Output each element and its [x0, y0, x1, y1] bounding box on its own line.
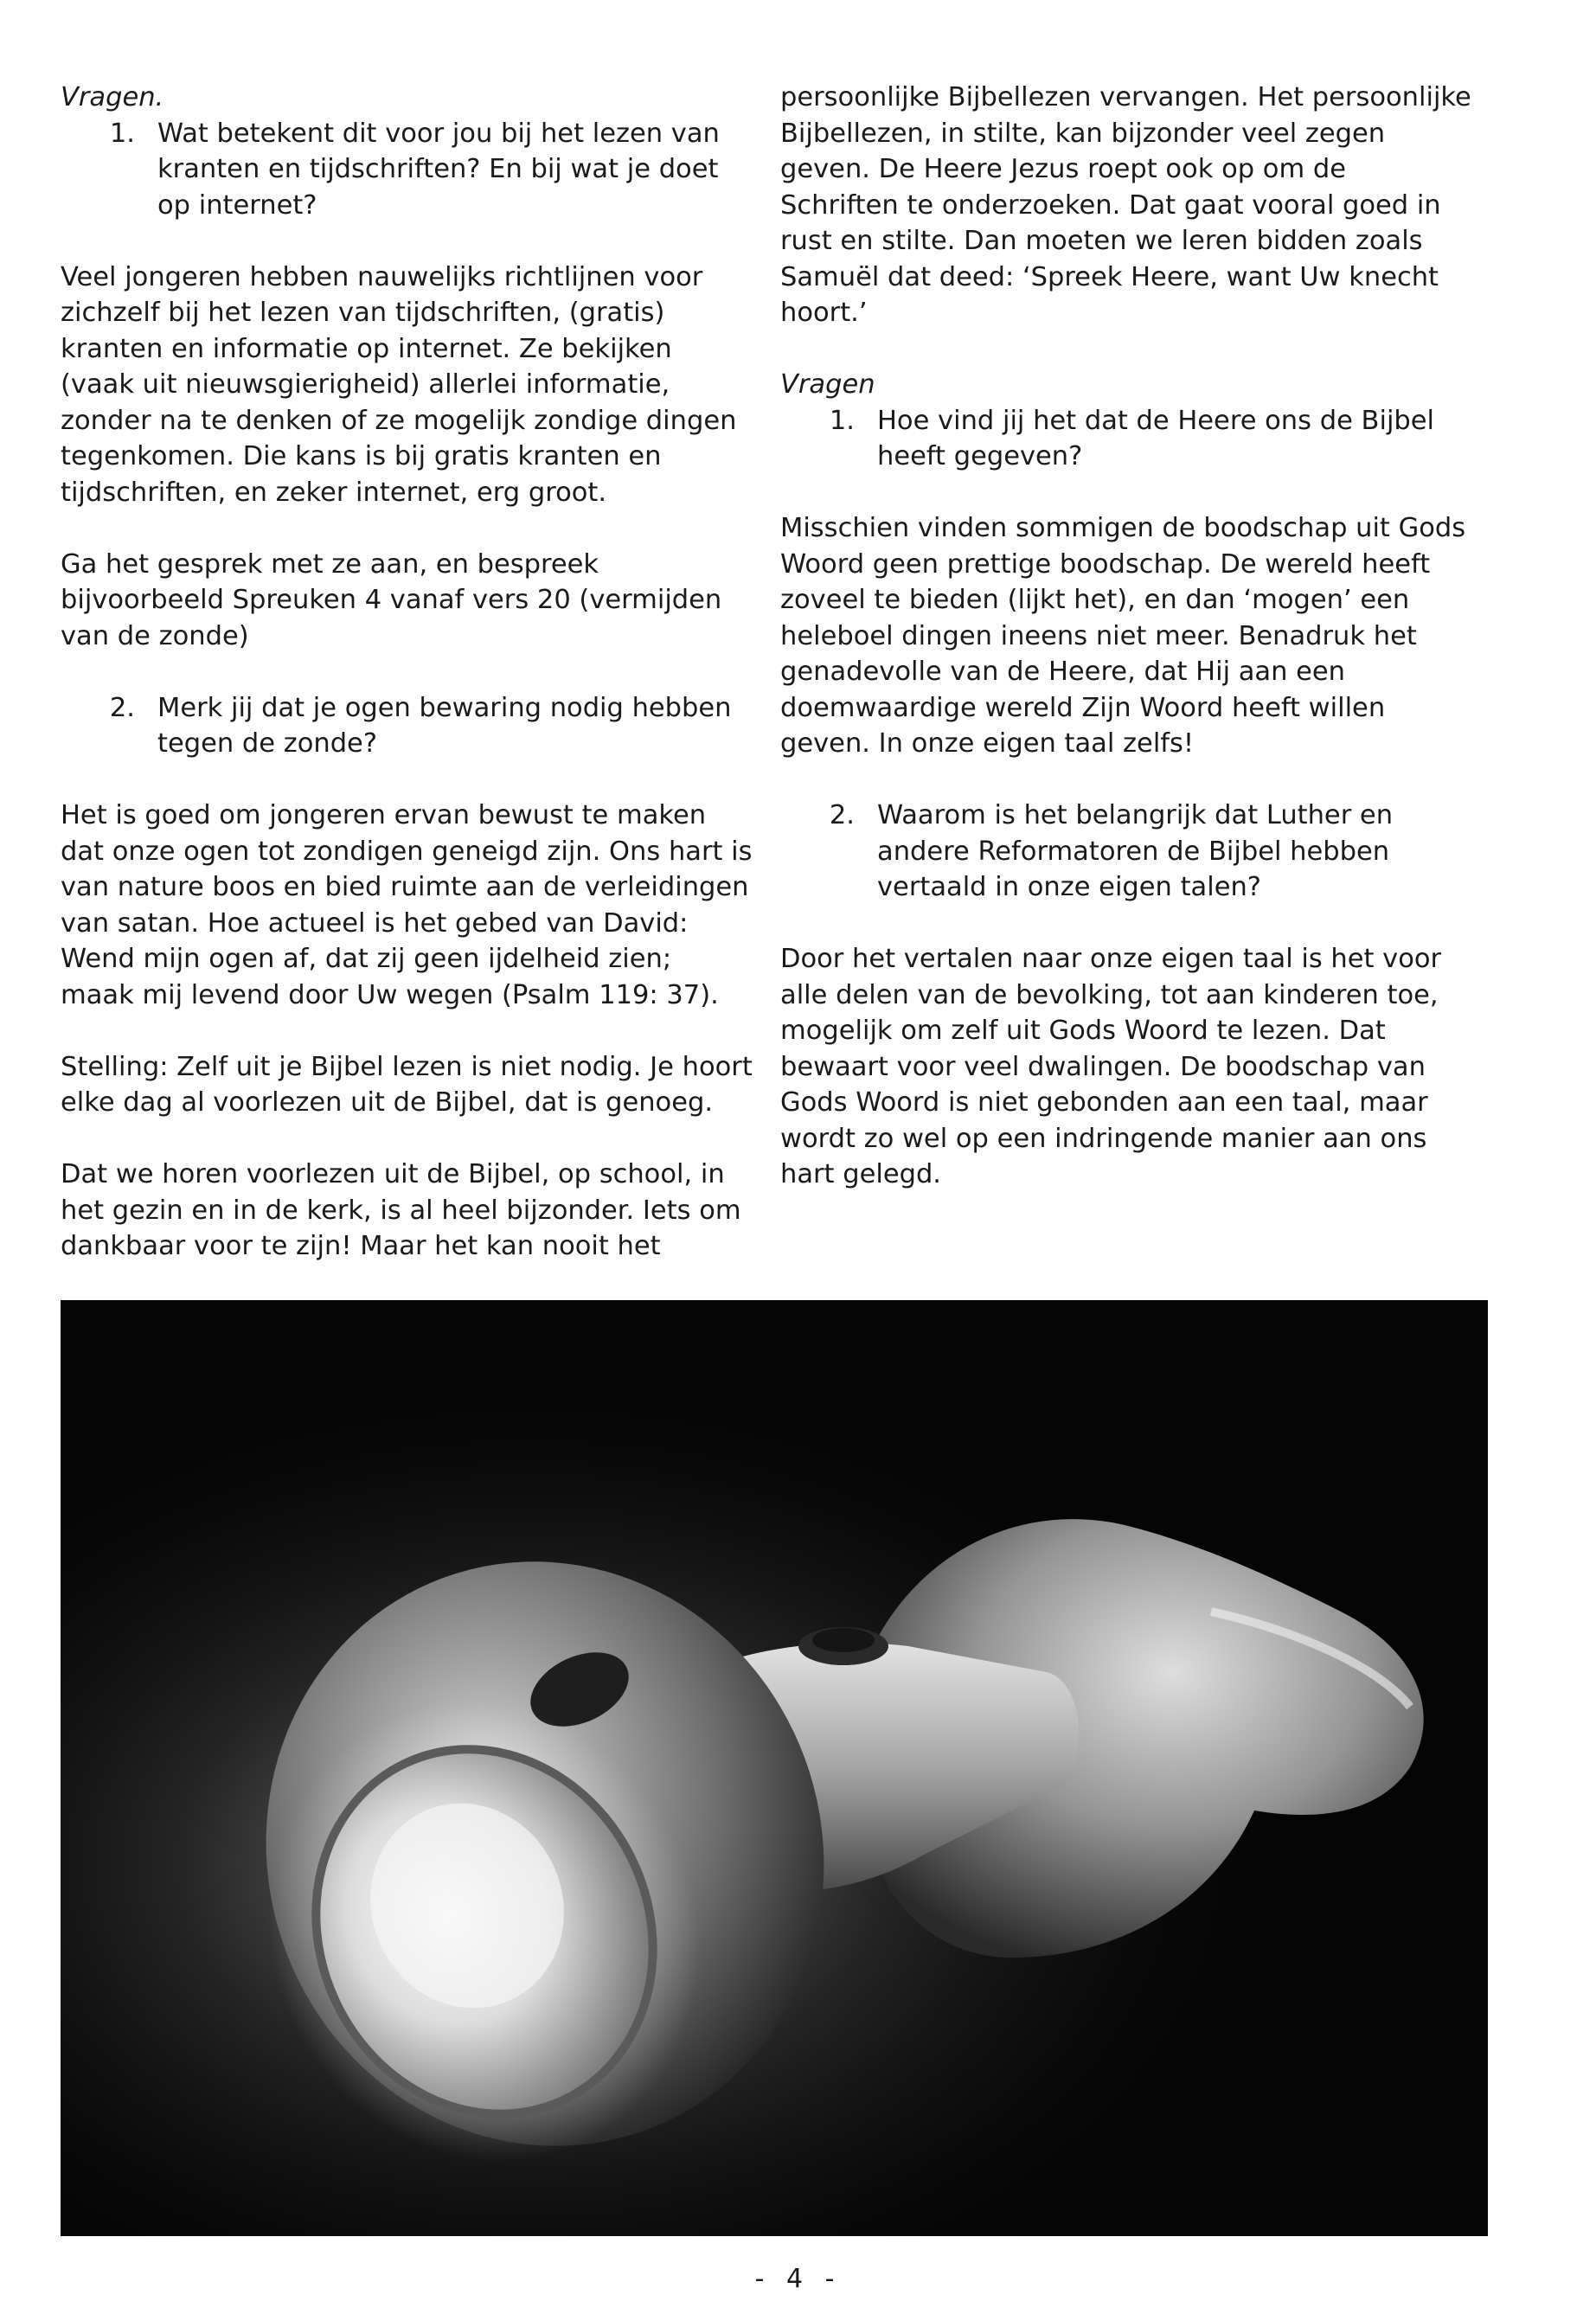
paragraph: Ga het gesprek met ze aan, en bespreek bijvoorbeeld Spreuken 4 vanaf vers 20 (vermijden van de zonde): [61, 548, 722, 651]
question-text: Wat betekent dit voor jou bij het lezen van kranten en tijdschriften? En bij wat je doet op internet?: [157, 118, 720, 221]
paragraph: Misschien vinden sommigen de boodschap uit Gods Woord geen prettige boodschap. De wereld heeft zoveel te bieden (lijkt het), en dan ‘mogen’ een heleboel dingen ineens niet meer. Benadruk het genadevolle van de Heere, dat Hij aan een doemwaardige wereld Zijn Woord heeft willen geven. In onze eigen taal zelfs!: [780, 513, 1466, 759]
right-column: [780, 80, 1472, 1228]
flashlight-illustration: [61, 1300, 1488, 2236]
vragen-label: Vragen.: [61, 82, 164, 112]
paragraph: Dat we horen voorlezen uit de Bijbel, op school, in het gezin en in de kerk, is al heel bijzonder. Iets om dankbaar voor te zijn! Maar het kan nooit het: [61, 1159, 741, 1261]
paragraph: Door het vertalen naar onze eigen taal is het voor alle delen van de bevolking, tot aan kinderen toe, mogelijk om zelf uit Gods Woord te lezen. Dat bewaart voor veel dwalingen. De boodschap van Gods Woord is niet gebonden aan een taal, maar wordt zo wel op een indringende manier aan ons hart gelegd.: [780, 944, 1442, 1189]
paragraph: Veel jongeren hebben nauwelijks richtlijnen voor zichzelf bij het lezen van tijdschriften, (gratis) kranten en informatie op internet. Ze bekijken (vaak uit nieuwsgierigheid) allerlei informatie, zonder na te denken of ze mogelijk zondige dingen tegenkomen. Die kans is bij gratis kranten en tijdschriften, en zeker internet, erg groot.: [61, 261, 737, 508]
page-number: - 4 -: [754, 2264, 842, 2294]
paragraph: Het is goed om jongeren ervan bewust te maken dat onze ogen tot zondigen geneigd zijn. Ons hart is van nature boos en bied ruimte aan de verleidingen van satan. Hoe actueel is het gebed van David:: [61, 800, 753, 939]
question-number: 1.: [109, 118, 135, 149]
question-text: Hoe vind jij het dat de Heere ons de Bijbel heeft gegeven?: [877, 405, 1435, 471]
question-text: Waarom is het belangrijk dat Luther en andere Reformatoren de Bijbel hebben vertaald in onze eigen talen?: [877, 800, 1394, 902]
paragraph: persoonlijke Bijbellezen vervangen. Het persoonlijke Bijbellezen, in stilte, kan bijzonder veel zegen geven. De Heere Jezus roept ook op om de Schriften te onderzoeken. Dat gaat vooral goed in rust en stilte. Dan moeten we leren bidden zoals Samuël dat deed: ‘Spreek Heere, want Uw knecht hoort.’: [780, 82, 1471, 328]
vragen-label: Vragen: [780, 369, 875, 400]
question-number: 1.: [829, 405, 855, 436]
left-column: [61, 80, 753, 1300]
question-text: Merk jij dat je ogen bewaring nodig hebben tegen de zonde?: [157, 692, 732, 759]
question-number: 2.: [829, 800, 855, 830]
flashlight-photo: [61, 1300, 1488, 2236]
question-number: 2.: [109, 692, 135, 723]
paragraph-stelling: Stelling: Zelf uit je Bijbel lezen is niet nodig. Je hoort elke dag al voorlezen uit de Bijbel, dat is genoeg.: [61, 1051, 753, 1118]
psalm-quote: Wend mijn ogen af, dat zij geen ijdelheid zien; maak mij levend door Uw wegen (Psalm 119: 37).: [61, 944, 719, 1010]
question-1: [780, 403, 1472, 475]
question-2: [61, 690, 753, 762]
question-2: [780, 798, 1472, 906]
question-1: [61, 116, 753, 224]
